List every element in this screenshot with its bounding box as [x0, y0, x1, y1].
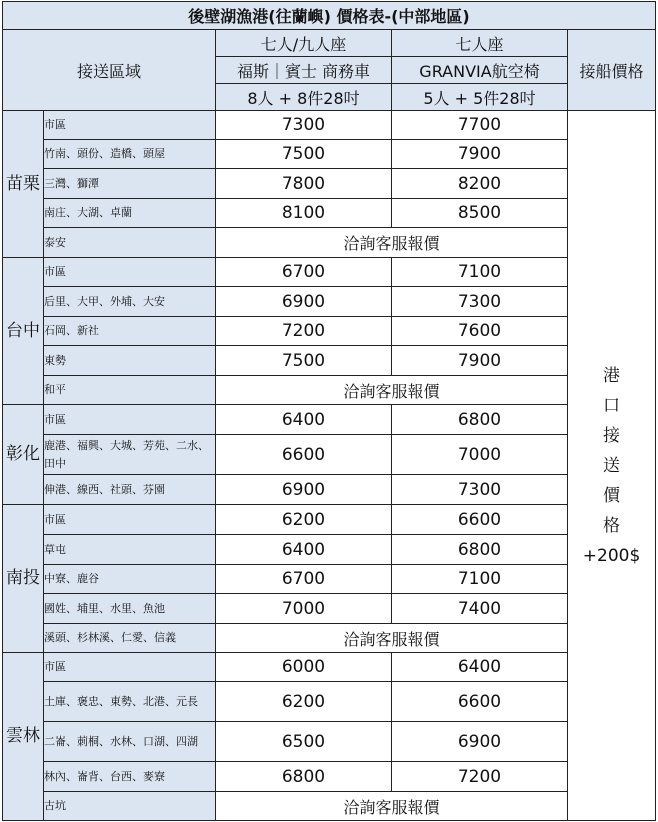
port-price-char: 接	[603, 425, 621, 446]
area-label: 和平	[44, 376, 216, 405]
area-label: 鹿港、福興、大城、芳苑、二水、田中	[44, 435, 216, 475]
area-label: 市區	[44, 405, 216, 435]
price-7-seat: 7000	[392, 435, 568, 475]
table-row	[3, 722, 656, 762]
price-7-9-seat: 7300	[216, 111, 392, 140]
price-7-9-seat: 6900	[216, 287, 392, 317]
area-label: 溪頭、杉林溪、仁愛、信義	[44, 624, 216, 653]
price-7-seat: 6400	[392, 653, 568, 682]
region-name: 南投	[3, 505, 44, 653]
area-label: 三灣、獅潭	[44, 169, 216, 199]
price-7-9-seat: 7000	[216, 594, 392, 624]
area-label: 草屯	[44, 535, 216, 565]
price-7-9-seat: 6700	[216, 258, 392, 287]
price-7-seat: 7300	[392, 287, 568, 317]
region-name: 雲林	[3, 653, 44, 821]
price-7-9-seat: 6200	[216, 505, 392, 535]
area-label: 石岡、新社	[44, 317, 216, 346]
consult-price-note: 洽詢客服報價	[216, 228, 568, 258]
region-name: 苗栗	[3, 111, 44, 258]
table-row	[3, 317, 656, 346]
area-label: 市區	[44, 111, 216, 140]
table-row	[3, 111, 656, 140]
price-7-seat: 7700	[392, 111, 568, 140]
price-7-seat: 7200	[392, 762, 568, 792]
price-7-seat: 7100	[392, 258, 568, 287]
area-column-header: 接送區域	[3, 30, 216, 111]
price-7-seat: 8200	[392, 169, 568, 199]
area-label: 竹南、頭份、造橋、頭屋	[44, 140, 216, 169]
consult-price-note: 洽詢客服報價	[216, 624, 568, 653]
price-7-9-seat: 6400	[216, 535, 392, 565]
price-7-9-seat: 6000	[216, 653, 392, 682]
area-label: 后里、大甲、外埔、大安	[44, 287, 216, 317]
price-7-seat: 7900	[392, 140, 568, 169]
port-column-header: 接船價格	[568, 30, 656, 111]
table-row	[3, 376, 656, 405]
table-row	[3, 624, 656, 653]
price-7-9-seat: 7800	[216, 169, 392, 199]
table-row	[3, 140, 656, 169]
area-label: 市區	[44, 258, 216, 287]
area-label: 林內、崙背、台西、麥寮	[44, 762, 216, 792]
table-row	[3, 475, 656, 505]
price-table	[2, 1, 656, 821]
price-7-seat: 7400	[392, 594, 568, 624]
price-7-seat: 6800	[392, 535, 568, 565]
van-7-seats-header: 七人座	[392, 30, 568, 57]
area-label: 土庫、褒忠、東勢、北港、元長	[44, 682, 216, 722]
table-row	[3, 762, 656, 792]
area-label: 古坑	[44, 792, 216, 821]
table-title: 後壁湖漁港(往蘭嶼) 價格表-(中部地區)	[3, 2, 656, 30]
van-7-9-seats-header: 七人/九人座	[216, 30, 392, 57]
table-row	[3, 594, 656, 624]
price-7-seat: 6600	[392, 505, 568, 535]
price-7-seat: 7600	[392, 317, 568, 346]
table-row	[3, 228, 656, 258]
consult-price-note: 洽詢客服報價	[216, 792, 568, 821]
port-price-char: 港	[603, 365, 621, 386]
table-row	[3, 258, 656, 287]
consult-price-note: 洽詢客服報價	[216, 376, 568, 405]
port-price-extra: +200$	[582, 545, 641, 566]
area-label: 東勢	[44, 346, 216, 376]
table-row	[3, 435, 656, 475]
table-row	[3, 653, 656, 682]
price-7-9-seat: 6800	[216, 762, 392, 792]
table-row	[3, 535, 656, 565]
price-7-seat: 6900	[392, 722, 568, 762]
table-row	[3, 565, 656, 594]
port-price-char: 送	[603, 455, 621, 476]
price-7-9-seat: 6700	[216, 565, 392, 594]
port-price-char: 價	[603, 485, 621, 506]
table-row	[3, 169, 656, 199]
port-price-char: 格	[603, 515, 621, 536]
price-7-seat: 8500	[392, 199, 568, 228]
price-7-9-seat: 7500	[216, 346, 392, 376]
price-7-seat: 7900	[392, 346, 568, 376]
area-label: 南庄、大湖、卓蘭	[44, 199, 216, 228]
price-7-seat: 6600	[392, 682, 568, 722]
price-7-9-seat: 6600	[216, 435, 392, 475]
table-row	[3, 346, 656, 376]
price-7-9-seat: 6900	[216, 475, 392, 505]
price-7-9-seat: 6500	[216, 722, 392, 762]
van-7-capacity-header: 5人 + 5件28吋	[392, 84, 568, 111]
price-7-9-seat: 6200	[216, 682, 392, 722]
table-row	[3, 287, 656, 317]
price-7-9-seat: 7200	[216, 317, 392, 346]
van-7-models-header: GRANVIA航空椅	[392, 57, 568, 84]
price-7-9-seat: 6400	[216, 405, 392, 435]
van-7-9-models-header: 福斯｜賓士 商務車	[216, 57, 392, 84]
van-7-9-capacity-header: 8人 + 8件28吋	[216, 84, 392, 111]
area-label: 泰安	[44, 228, 216, 258]
table-row	[3, 682, 656, 722]
area-label: 中寮、鹿谷	[44, 565, 216, 594]
area-label: 市區	[44, 653, 216, 682]
port-transfer-price	[568, 111, 656, 821]
port-price-char: 口	[603, 395, 621, 416]
price-7-seat: 7100	[392, 565, 568, 594]
price-7-9-seat: 7500	[216, 140, 392, 169]
table-row	[3, 405, 656, 435]
area-label: 市區	[44, 505, 216, 535]
region-name: 彰化	[3, 405, 44, 505]
price-7-seat: 6800	[392, 405, 568, 435]
area-label: 伸港、線西、社頭、芬園	[44, 475, 216, 505]
area-label: 二崙、莿桐、水林、口湖、四湖	[44, 722, 216, 762]
table-row	[3, 199, 656, 228]
area-label: 國姓、埔里、水里、魚池	[44, 594, 216, 624]
region-name: 台中	[3, 258, 44, 405]
table-row	[3, 505, 656, 535]
table-row	[3, 792, 656, 821]
price-7-seat: 7300	[392, 475, 568, 505]
price-7-9-seat: 8100	[216, 199, 392, 228]
